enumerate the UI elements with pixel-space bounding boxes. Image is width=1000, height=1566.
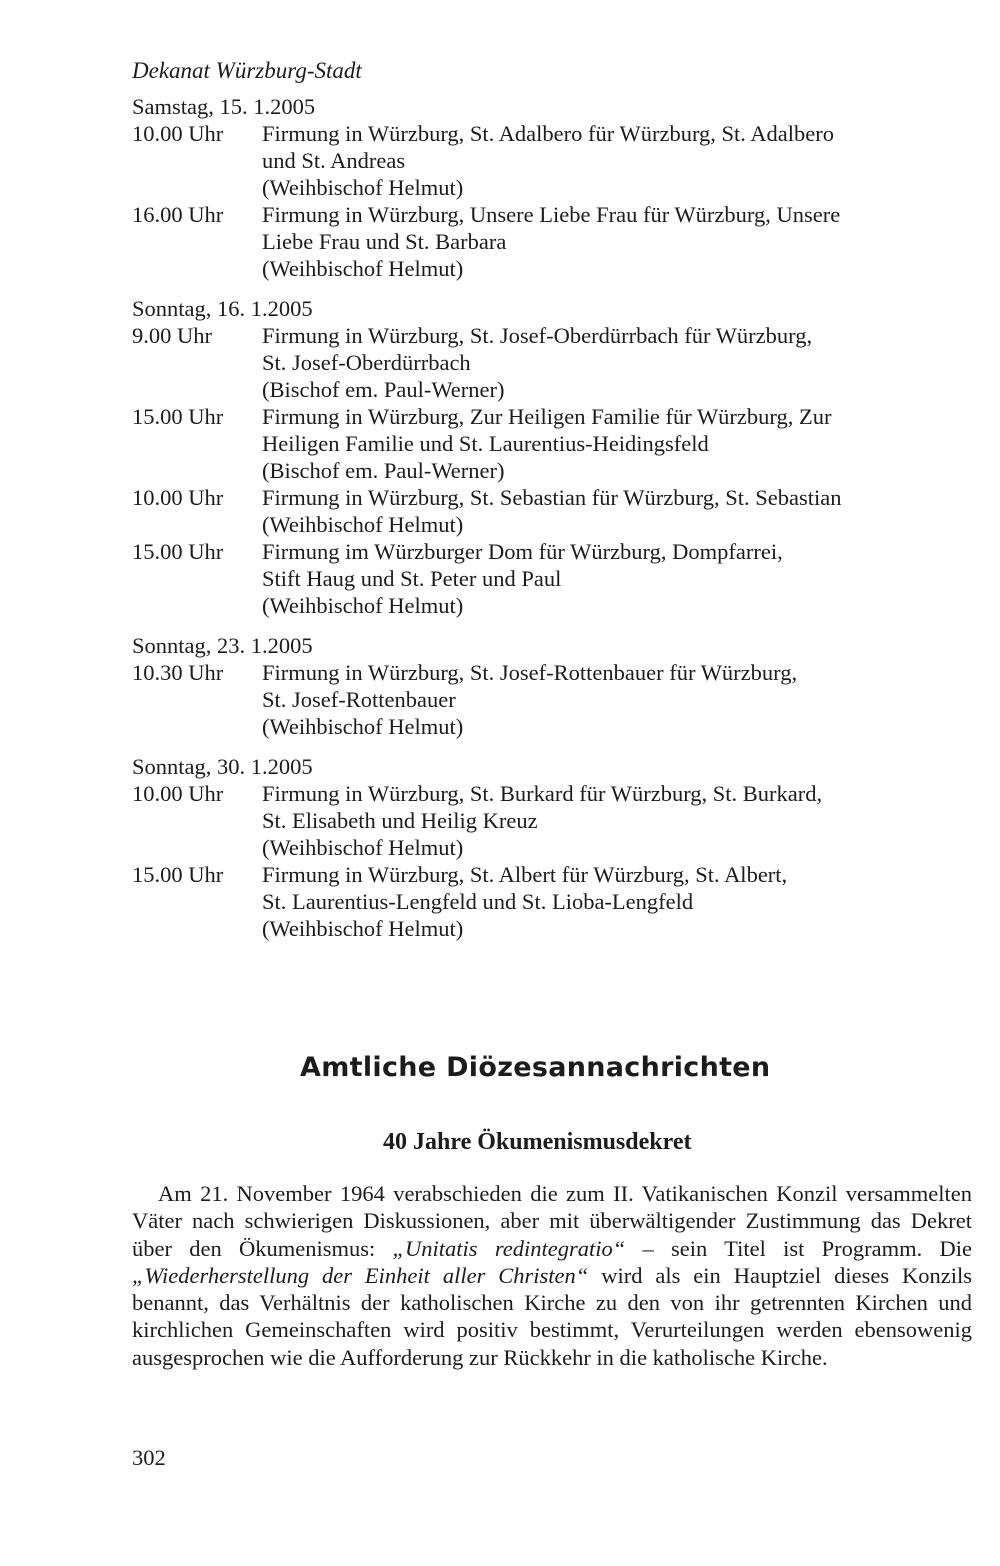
- day-date: Sonntag, 23. 1.2005: [132, 633, 313, 658]
- entry-time: 10.30 Uhr: [132, 660, 224, 685]
- entry-line: (Weihbischof Helmut): [262, 835, 464, 860]
- schedule-day: [132, 295, 952, 619]
- entry-line: Firmung in Würzburg, St. Burkard für Würzburg, St. Burkard,: [262, 781, 823, 806]
- entry-time: 9.00 Uhr: [132, 323, 212, 348]
- schedule-entry: [132, 861, 952, 942]
- entry-line: Stift Haug und St. Peter und Paul: [262, 566, 562, 591]
- entry-time: 10.00 Uhr: [132, 485, 224, 510]
- article-body: [132, 1180, 972, 1371]
- entry-line: St. Josef-Rottenbauer: [262, 687, 456, 712]
- page-number: 302: [132, 1445, 166, 1470]
- body-text: Am 21. November 1964 verabschieden die zum II. Vatikanischen Konzil versammelten Väter nach schwierigen Diskussionen, aber mit überwältigender Zustimmung das Dekret über den Ökumenismus:: [132, 1181, 972, 1261]
- entry-line: St. Laurentius-Lengfeld und St. Lioba-Lengfeld: [262, 889, 694, 914]
- entry-time: 15.00 Uhr: [132, 404, 224, 429]
- entry-description: [262, 659, 952, 740]
- entry-line: (Weihbischof Helmut): [262, 512, 464, 537]
- entry-line: (Bischof em. Paul-Werner): [262, 458, 505, 483]
- day-date: Sonntag, 30. 1.2005: [132, 754, 313, 779]
- entry-description: [262, 538, 952, 619]
- entry-time: 15.00 Uhr: [132, 539, 224, 564]
- entry-description: [262, 201, 952, 282]
- running-head: Dekanat Würzburg-Stadt: [132, 58, 362, 83]
- entry-line: Firmung in Würzburg, St. Josef-Oberdürrbach für Würzburg,: [262, 323, 813, 348]
- schedule-entry: [132, 659, 952, 740]
- day-date: Sonntag, 16. 1.2005: [132, 296, 313, 321]
- schedule-day: [132, 93, 952, 282]
- entry-time: 10.00 Uhr: [132, 781, 224, 806]
- entry-line: und St. Andreas: [262, 148, 406, 173]
- entry-line: Firmung in Würzburg, Zur Heiligen Familie für Würzburg, Zur: [262, 404, 832, 429]
- italic-quote: „Wiederherstellung der Einheit aller Christen“: [132, 1262, 589, 1288]
- entry-line: (Weihbischof Helmut): [262, 256, 464, 281]
- schedule-entry: [132, 484, 952, 538]
- schedule-entry: [132, 538, 952, 619]
- entry-description: [262, 861, 952, 942]
- entry-line: Firmung in Würzburg, Unsere Liebe Frau für Würzburg, Unsere: [262, 202, 841, 227]
- entry-line: Firmung in Würzburg, St. Josef-Rottenbauer für Würzburg,: [262, 660, 798, 685]
- article-title: 40 Jahre Ökumenismusdekret: [383, 1129, 692, 1155]
- entry-description: [262, 403, 952, 484]
- schedule-entry: [132, 780, 952, 861]
- entry-line: Firmung in Würzburg, St. Sebastian für Würzburg, St. Sebastian: [262, 485, 842, 510]
- entry-description: [262, 120, 952, 201]
- schedule-day: [132, 753, 952, 942]
- entry-line: Firmung in Würzburg, St. Albert für Würzburg, St. Albert,: [262, 862, 788, 887]
- entry-line: (Weihbischof Helmut): [262, 714, 464, 739]
- entry-time: 16.00 Uhr: [132, 202, 224, 227]
- entry-line: (Bischof em. Paul-Werner): [262, 377, 505, 402]
- italic-quote: „Unitatis redintegratio“: [392, 1235, 626, 1261]
- confirmation-schedule: [132, 93, 952, 955]
- entry-description: [262, 484, 952, 538]
- body-text: wird als ein Hauptziel dieses Konzils benannt, das Verhältnis der katholischen Kirche zu den von ihr getrennten Kirchen und kirchlichen Gemeinschaften wird positiv bestimmt, Verurteilungen werden ebensowenig ausgesprochen wie die Aufforderung zur Rückkehr in die katholische Kirche.: [132, 1262, 972, 1370]
- schedule-entry: [132, 201, 952, 282]
- schedule-entry: [132, 120, 952, 201]
- entry-line: St. Josef-Oberdürrbach: [262, 350, 471, 375]
- schedule-day: [132, 632, 952, 740]
- entry-line: Firmung in Würzburg, St. Adalbero für Würzburg, St. Adalbero: [262, 121, 835, 146]
- schedule-entry: [132, 403, 952, 484]
- entry-time: 10.00 Uhr: [132, 121, 224, 146]
- section-heading: Amtliche Diözesannachrichten: [300, 1052, 771, 1083]
- entry-line: (Weihbischof Helmut): [262, 593, 464, 618]
- day-date: Samstag, 15. 1.2005: [132, 94, 316, 119]
- entry-line: Liebe Frau und St. Barbara: [262, 229, 507, 254]
- entry-line: (Weihbischof Helmut): [262, 175, 464, 200]
- entry-line: Heiligen Familie und St. Laurentius-Heidingsfeld: [262, 431, 709, 456]
- entry-line: (Weihbischof Helmut): [262, 916, 464, 941]
- entry-description: [262, 780, 952, 861]
- entry-description: [262, 322, 952, 403]
- entry-line: St. Elisabeth und Heilig Kreuz: [262, 808, 538, 833]
- body-text: – sein Titel ist Programm. Die: [625, 1235, 973, 1261]
- entry-line: Firmung im Würzburger Dom für Würzburg, Dompfarrei,: [262, 539, 783, 564]
- schedule-entry: [132, 322, 952, 403]
- entry-time: 15.00 Uhr: [132, 862, 224, 887]
